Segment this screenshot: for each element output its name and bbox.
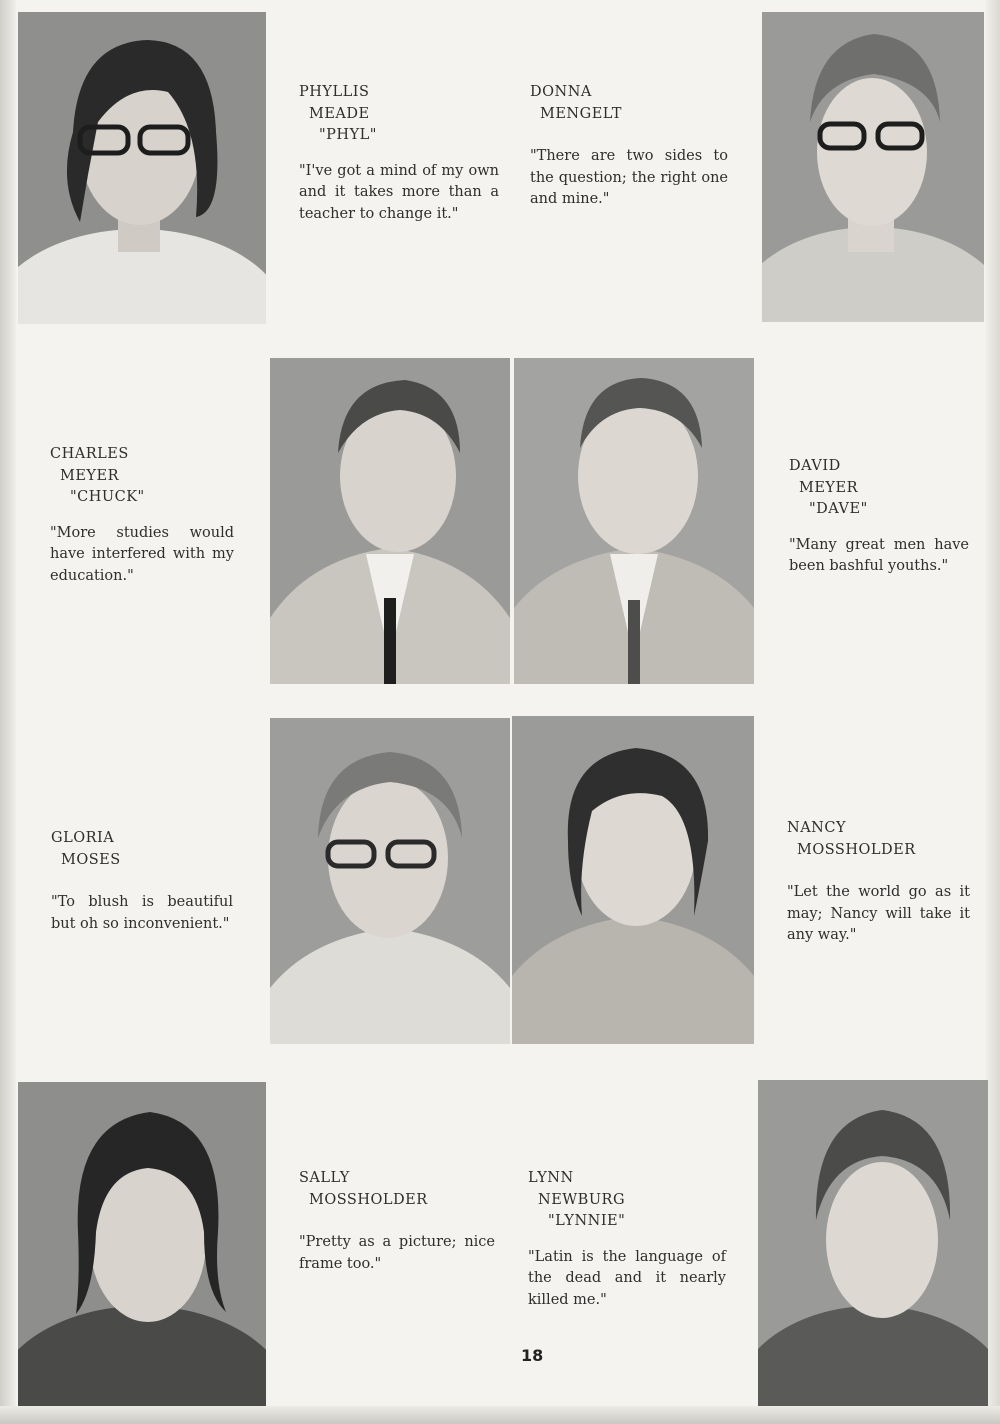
student-quote: "More studies would have interfered with my education." xyxy=(50,524,234,584)
student-first-name: LYNN xyxy=(528,1170,574,1186)
student-block-charles-meyer xyxy=(50,444,234,587)
student-block-donna-mengelt xyxy=(530,82,728,211)
portrait-photo-nancy-mossholder xyxy=(512,716,754,1044)
portrait-photo-donna-mengelt xyxy=(762,12,984,322)
student-last-name: MOSSHOLDER xyxy=(797,841,916,858)
student-quote: "There are two sides to the question; the right one and mine." xyxy=(530,148,728,207)
student-first-name: DONNA xyxy=(530,84,592,100)
student-last-name: MOSES xyxy=(61,851,121,868)
portrait-photo-sally-mossholder xyxy=(18,1082,266,1406)
page-number: 18 xyxy=(521,1346,544,1365)
student-nickname: "PHYL" xyxy=(319,127,377,143)
student-block-david-meyer xyxy=(789,456,969,578)
page-edge xyxy=(986,0,1000,1424)
page-bottom-edge xyxy=(0,1406,1000,1424)
student-nickname: "DAVE" xyxy=(809,501,868,517)
student-first-name: DAVID xyxy=(789,458,841,474)
student-quote: "Let the world go as it may; Nancy will take it any way." xyxy=(787,884,970,943)
portrait-photo-phyllis-meade xyxy=(18,12,266,324)
portrait-photo-charles-meyer xyxy=(270,358,510,684)
student-first-name: CHARLES xyxy=(50,446,129,462)
student-nickname: "LYNNIE" xyxy=(548,1213,626,1229)
student-quote: "I've got a mind of my own and it takes more than a teacher to change it." xyxy=(299,162,499,222)
student-block-lynn-newburg xyxy=(528,1168,726,1311)
student-last-name: MOSSHOLDER xyxy=(309,1191,428,1208)
student-block-sally-mossholder xyxy=(299,1168,495,1275)
portrait-photo-david-meyer xyxy=(514,358,754,684)
student-block-gloria-moses xyxy=(51,828,233,935)
page-binding xyxy=(0,0,16,1424)
student-last-name: NEWBURG xyxy=(538,1191,626,1208)
student-quote: "Pretty as a picture; nice frame too." xyxy=(299,1234,495,1272)
student-first-name: SALLY xyxy=(299,1170,350,1186)
student-block-nancy-mossholder xyxy=(787,818,970,947)
student-nickname: "CHUCK" xyxy=(70,489,145,505)
portrait-photo-gloria-moses xyxy=(270,718,510,1044)
portrait-photo-lynn-newburg xyxy=(758,1080,988,1406)
student-first-name: PHYLLIS xyxy=(299,84,370,100)
student-block-phyllis-meade xyxy=(299,82,499,225)
student-last-name: MEYER xyxy=(799,479,859,496)
student-quote: "To blush is beautiful but oh so inconvenient." xyxy=(51,894,233,932)
student-quote: "Many great men have been bashful youths." xyxy=(789,536,969,574)
student-first-name: GLORIA xyxy=(51,830,115,846)
student-last-name: MEYER xyxy=(60,467,120,484)
student-first-name: NANCY xyxy=(787,820,847,836)
student-quote: "Latin is the language of the dead and it nearly killed me." xyxy=(528,1248,726,1308)
student-last-name: MEADE xyxy=(309,105,370,122)
student-last-name: MENGELT xyxy=(540,105,622,122)
